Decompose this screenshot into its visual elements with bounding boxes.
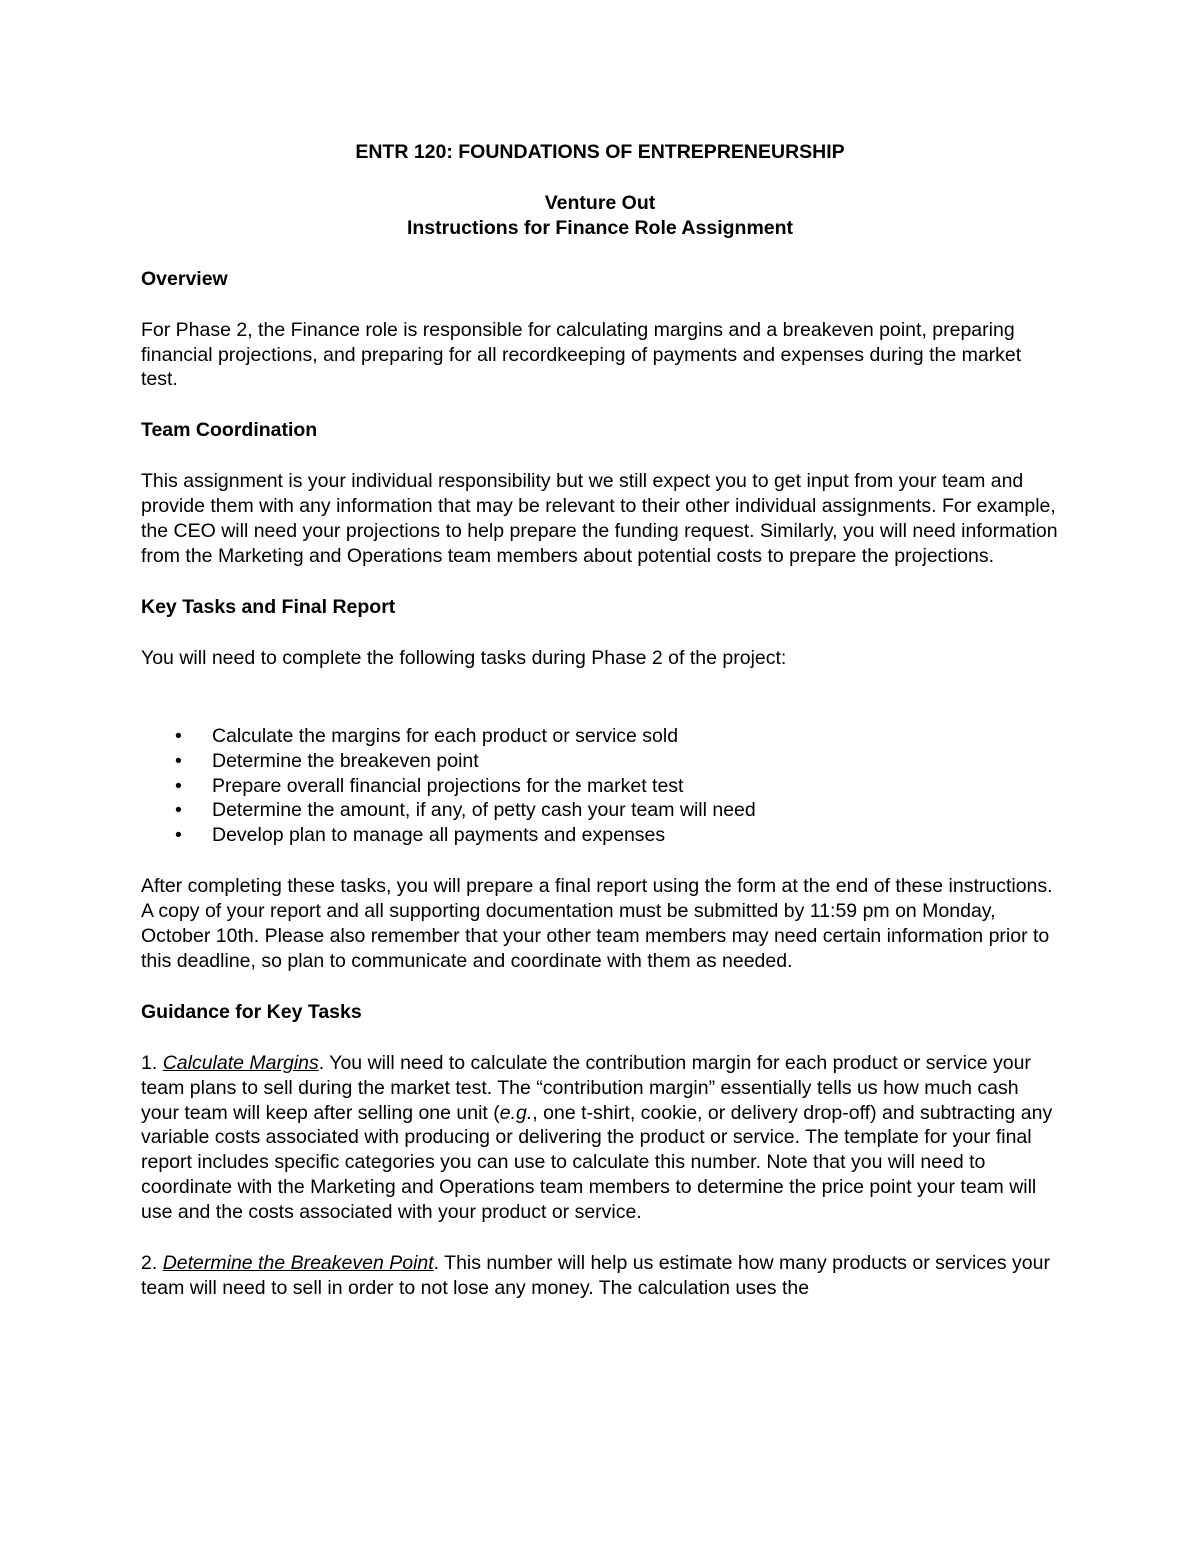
list-item: • Determine the amount, if any, of petty cash your team will need (175, 799, 756, 822)
list-item: • Develop plan to manage all payments and expenses (175, 824, 666, 847)
team-coordination-heading: Team Coordination (141, 419, 318, 442)
guidance-heading: Guidance for Key Tasks (141, 1000, 362, 1023)
bullet-icon: • (175, 799, 182, 822)
guidance-item-1: 1. Calculate Margins. You will need to calculate the contribution margin for each product or service your team plans to sell during the market test. The “contribution margin” essentially tells us how much cash your team will keep after selling one unit (e.g., one t-shirt, cookie, or delivery drop-off) and subtracting any variable costs associated with producing or delivering the product or service. The template for your final report includes specific categories you can use to calculate this number. Note that you will need to coordinate with the Marketing and Operations team members to determine the price point your team will use and the costs associated with your product or service. (141, 1051, 1053, 1224)
key-tasks-heading: Key Tasks and Final Report (141, 595, 396, 618)
bullet-icon: • (175, 724, 182, 747)
document-subtitle-2: Instructions for Finance Role Assignment (406, 216, 794, 239)
bullet-icon: • (175, 749, 182, 772)
task-list (141, 724, 1059, 849)
guidance-item-2-title: Determine the Breakeven Point (162, 1252, 434, 1275)
bullet-icon: • (175, 774, 182, 797)
overview-paragraph: For Phase 2, the Finance role is responsible for calculating margins and a breakeven point, preparing financial projections, and preparing for all recordkeeping of payments and expenses during the market test. (141, 318, 1022, 391)
document-page (141, 140, 1059, 1301)
list-item: • Determine the breakeven point (175, 749, 479, 772)
guidance-item-1-title: Calculate Margins (162, 1051, 319, 1074)
document-subtitle: Venture Out (544, 191, 656, 214)
list-item: • Prepare overall financial projections for the market test (175, 774, 684, 797)
team-coordination-paragraph: This assignment is your individual responsibility but we still expect you to get input from your team and provide them with any information that may be relevant to their other individual assignments. For example, the CEO will need your projections to help prepare the funding request. Similarly, you will need information from the Marketing and Operations team members about potential costs to prepare the projections. (141, 470, 1058, 567)
bullet-icon: • (175, 824, 182, 847)
course-title: ENTR 120: FOUNDATIONS OF ENTREPRENEURSHIP (355, 141, 845, 163)
key-tasks-intro: You will need to complete the following tasks during Phase 2 of the project: (141, 646, 787, 669)
list-item: • Calculate the margins for each product or service sold (175, 724, 679, 747)
guidance-item-2: 2. Determine the Breakeven Point. This number will help us estimate how many products or services your team will need to sell in order to not lose any money. The calculation uses the (141, 1252, 1050, 1299)
key-tasks-after-paragraph: After completing these tasks, you will prepare a final report using the form at the end of these instructions. A copy of your report and all supporting documentation must be submitted by 11:59 pm on Monday, October 10th. Please also remember that your other team members may need certain information prior to this deadline, so plan to communicate and coordinate with them as needed. (141, 875, 1053, 972)
overview-heading: Overview (141, 267, 228, 290)
